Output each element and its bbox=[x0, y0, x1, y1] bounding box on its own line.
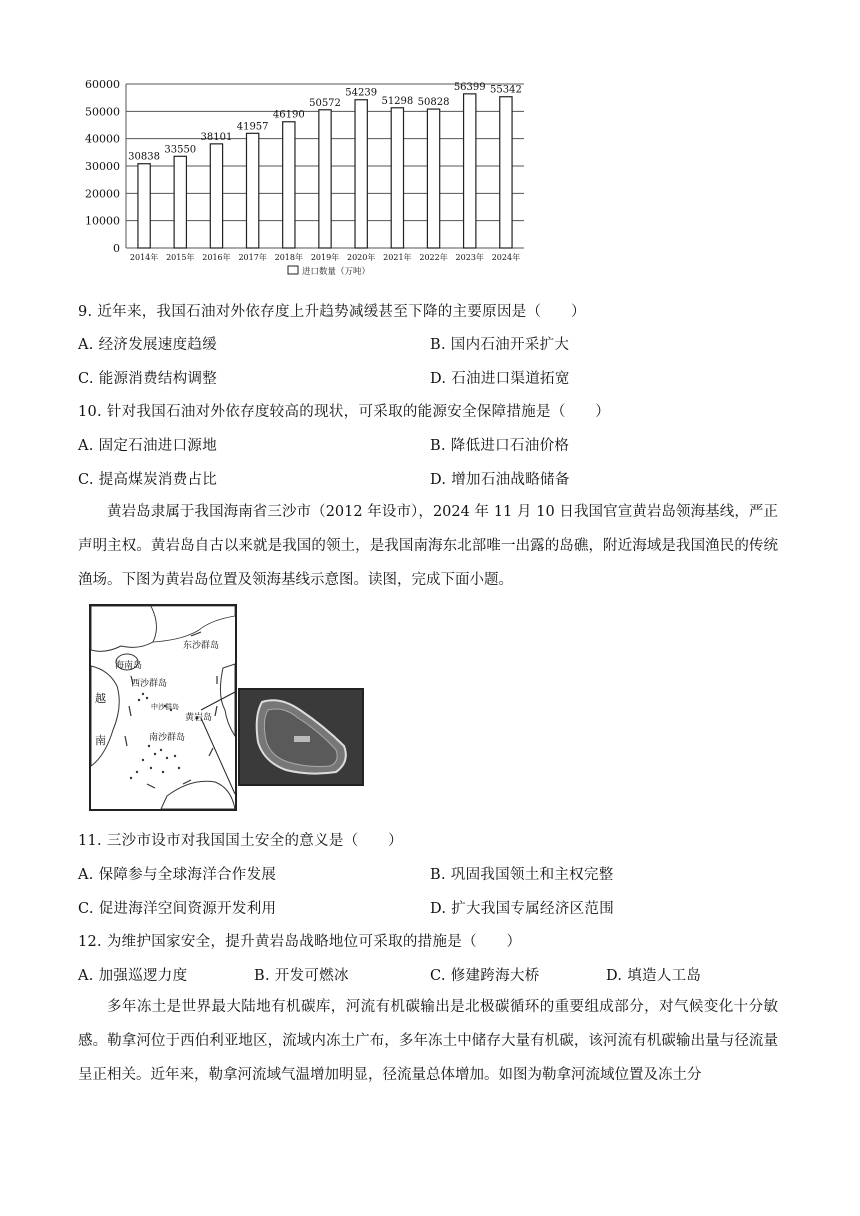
bar bbox=[500, 97, 512, 248]
x-tick-label: 2021年 bbox=[383, 253, 412, 262]
bar bbox=[210, 144, 222, 248]
bar-value-label: 54239 bbox=[345, 87, 378, 99]
bar bbox=[427, 109, 439, 248]
y-tick-label: 0 bbox=[113, 242, 120, 255]
q9-option-a[interactable]: A. 经济发展速度趋缓 bbox=[78, 337, 217, 353]
x-tick-label: 2016年 bbox=[202, 253, 231, 262]
q9-option-c[interactable]: C. 能源消费结构调整 bbox=[78, 371, 218, 387]
y-tick-label: 30000 bbox=[85, 160, 120, 173]
q12-option-c[interactable]: C. 修建跨海大桥 bbox=[430, 968, 540, 984]
chart-legend bbox=[288, 266, 370, 277]
bar bbox=[174, 156, 186, 248]
bar-value-label: 30838 bbox=[128, 151, 160, 163]
chart-bars bbox=[128, 82, 522, 248]
legend-swatch bbox=[288, 266, 298, 274]
bar-value-label: 55342 bbox=[490, 84, 522, 96]
q10-option-c[interactable]: C. 提高煤炭消费占比 bbox=[78, 472, 218, 488]
label-nan: 南 bbox=[95, 734, 106, 747]
label-huangyan: 黄岩岛 bbox=[185, 713, 213, 723]
q9-option-d[interactable]: D. 石油进口渠道拓宽 bbox=[430, 371, 570, 387]
q11-option-d[interactable]: D. 扩大我国专属经济区范围 bbox=[430, 901, 615, 917]
x-tick-label: 2017年 bbox=[238, 253, 267, 262]
q11-option-b[interactable]: B. 巩固我国领土和主权完整 bbox=[430, 867, 614, 883]
label-dongsha: 东沙群岛 bbox=[183, 641, 220, 651]
q10-stem: 10. 针对我国石油对外依存度较高的现状，可采取的能源安全保障措施是（ ） bbox=[78, 404, 611, 420]
bar-value-label: 50572 bbox=[309, 97, 341, 109]
q12-option-b[interactable]: B. 开发可燃冰 bbox=[254, 968, 349, 984]
q9-stem: 9. 近年来，我国石油对外依存度上升趋势减缓甚至下降的主要原因是（ ） bbox=[78, 304, 586, 320]
q10-option-d[interactable]: D. 增加石油战略储备 bbox=[430, 472, 570, 488]
south-china-sea-map bbox=[89, 604, 237, 811]
y-tick-label: 50000 bbox=[85, 105, 120, 119]
q12-option-a[interactable]: A. 加强巡逻力度 bbox=[78, 968, 188, 984]
bar bbox=[355, 100, 367, 248]
y-tick-label: 10000 bbox=[85, 214, 120, 228]
y-tick-label: 60000 bbox=[85, 78, 120, 91]
bar-value-label: 41957 bbox=[236, 121, 269, 133]
y-tick-label: 40000 bbox=[85, 132, 120, 146]
q10-option-a[interactable]: A. 固定石油进口源地 bbox=[78, 438, 217, 454]
q11-option-c[interactable]: C. 促进海洋空间资源开发利用 bbox=[78, 901, 277, 917]
passage-huangyan: 黄岩岛隶属于我国海南省三沙市（2012 年设市），2024 年 11 月 10 日我国官宣黄岩岛领海基线，严正声明主权。黄岩岛自古以来就是我国的领土，是我国南海东北部唯一出露的岛礁，附近海域是我国渔民的传统渔场。下图为黄岩岛位置及领海基线示意图。读图，完成下面小题。 bbox=[78, 504, 778, 588]
q12-option-d[interactable]: D. 填造人工岛 bbox=[606, 968, 702, 984]
chart-x-tick-labels bbox=[130, 252, 520, 262]
chart-y-tick-labels bbox=[85, 78, 120, 255]
x-tick-label: 2022年 bbox=[419, 253, 448, 262]
bar bbox=[138, 164, 150, 248]
bar bbox=[464, 94, 476, 248]
bar-value-label: 51298 bbox=[381, 95, 414, 107]
q12-stem: 12. 为维护国家安全，提升黄岩岛战略地位可采取的措施是（ ） bbox=[78, 934, 522, 950]
x-tick-label: 2014年 bbox=[129, 253, 159, 262]
legend-label: 进口数量（万吨） bbox=[302, 267, 371, 277]
bar-value-label: 38101 bbox=[200, 131, 233, 143]
q11-option-a[interactable]: A. 保障参与全球海洋合作发展 bbox=[78, 867, 277, 883]
bar-value-label: 50828 bbox=[417, 97, 450, 109]
label-yue: 越 bbox=[95, 692, 106, 705]
huangyan-baseline-inset bbox=[238, 688, 364, 786]
q9-option-b[interactable]: B. 国内石油开采扩大 bbox=[430, 337, 570, 353]
x-tick-label: 2024年 bbox=[491, 253, 521, 262]
x-tick-label: 2023年 bbox=[455, 253, 484, 262]
bar-value-label: 56399 bbox=[453, 81, 486, 93]
passage-lena-river: 多年冻土是世界最大陆地有机碳库，河流有机碳输出是北极碳循环的重要组成部分，对气候变化十分敏感。勒拿河位于西伯利亚地区，流域内冻土广布，多年冻土中储存大量有机碳，该河流有机碳输出量与径流量呈正相关。近年来，勒拿河流域气温增加明显，径流量总体增加。如图为勒拿河流域位置及冻土分 bbox=[78, 999, 778, 1083]
x-tick-label: 2020年 bbox=[347, 253, 376, 262]
y-tick-label: 20000 bbox=[85, 187, 120, 201]
bar bbox=[246, 133, 258, 248]
bar-value-label: 46190 bbox=[272, 109, 305, 121]
inset-drawing bbox=[240, 690, 362, 784]
x-tick-label: 2015年 bbox=[166, 253, 195, 262]
label-xisha: 西沙群岛 bbox=[131, 679, 168, 689]
bar bbox=[391, 108, 403, 248]
x-tick-label: 2019年 bbox=[310, 253, 340, 262]
bar-value-label: 33550 bbox=[164, 144, 197, 156]
label-nansha: 南沙群岛 bbox=[149, 733, 186, 743]
x-tick-label: 2018年 bbox=[274, 253, 303, 262]
bar bbox=[283, 122, 295, 248]
label-hainan: 海南岛 bbox=[115, 661, 143, 671]
q10-option-b[interactable]: B. 降低进口石油价格 bbox=[430, 438, 570, 454]
bar bbox=[319, 110, 331, 248]
label-zhongsha: 中沙群岛 bbox=[151, 703, 179, 711]
q11-stem: 11. 三沙市设市对我国国土安全的意义是（ ） bbox=[78, 833, 403, 849]
import-volume-bar-chart bbox=[78, 74, 538, 279]
